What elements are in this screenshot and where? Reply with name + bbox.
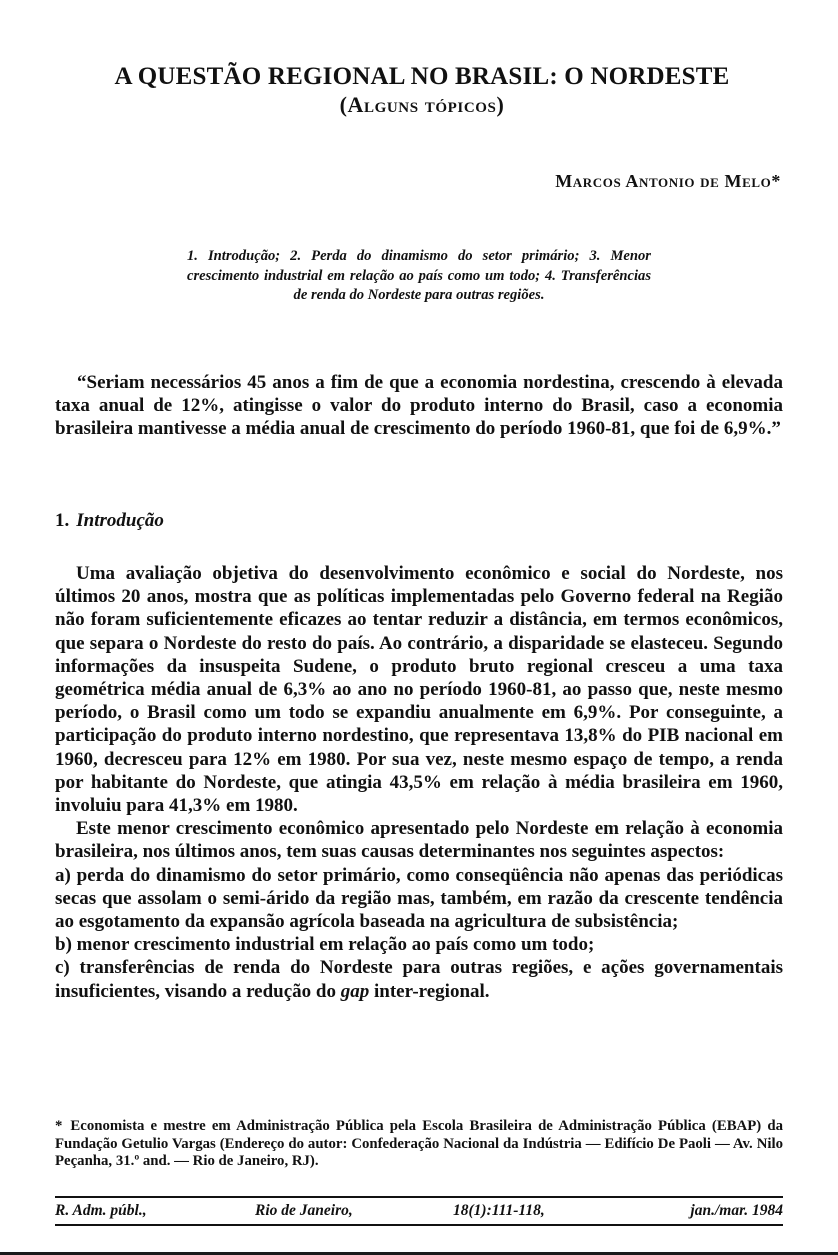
section-number: 1. [55, 510, 70, 531]
article-subtitle: (Alguns tópicos) [339, 92, 505, 117]
list-item-c [55, 956, 783, 1002]
volume-issue-pages: 18(1):111-118, [453, 1202, 545, 1219]
footer-rule-top [55, 1196, 783, 1198]
section-title: Introdução [76, 510, 164, 531]
body-text [55, 562, 783, 1003]
list-item-a: a) perda do dinamismo do setor primário, como conseqüência não apenas das periódicas secas que assolam o semi-árido da região mas, também, em razão da crescente tendência ao esgotamento da expansão agrícola baseada na agricultura de subsistência; [55, 864, 783, 933]
author-footnote [55, 1118, 783, 1171]
table-of-contents-summary: 1. Introdução; 2. Perda do dinamismo do setor primário; 3. Menor crescimento industrial em relação ao país como um todo; 4. Transferências de renda do Nordeste para outras regiões. [187, 248, 651, 303]
author-name: Marcos Antonio de Melo* [555, 171, 781, 191]
paragraph: Este menor crescimento econômico apresentado pelo Nordeste em relação à economia brasileira, nos últimos anos, tem suas causas determinantes nos seguintes aspectos: [55, 818, 783, 863]
publication-city: Rio de Janeiro, [255, 1202, 353, 1219]
footnote-text: Economista e mestre em Administração Pública pela Escola Brasileira de Administração Pública (EBAP) da Fundação Getulio Vargas (Endereço do autor: Confederação Nacional da Indústria — Edifício De Paoli — Av. Nilo Peçanha, 31.º and. — Rio de Janeiro, RJ). [55, 1118, 783, 1169]
list-item-c-text: c) transferências de renda do Nordeste para outras regiões, e ações governamentais insuficientes, visando a redução do [55, 957, 783, 1002]
emphasis-term: gap [340, 980, 370, 1002]
journal-name: R. Adm. públ., [55, 1202, 147, 1219]
list-item-b: b) menor crescimento industrial em relação ao país como um todo; [55, 934, 595, 956]
publication-date: jan./mar. 1984 [690, 1202, 783, 1219]
footnote-marker: * [55, 1118, 63, 1134]
section-heading [55, 509, 164, 533]
list-item-c-text-end: inter-regional. [369, 980, 490, 1002]
article-title: A QUESTÃO REGIONAL NO BRASIL: O NORDESTE [114, 63, 730, 90]
paragraph: Uma avaliação objetiva do desenvolvimento econômico e social do Nordeste, nos últimos 20 anos, mostra que as políticas implementadas pelo Governo federal na Região não foram suficientemente eficazes ao tentar reduzir a distância, em termos econômicos, que separa o Nordeste do resto do país. Ao contrário, a disparidade se elasteceu. Segundo informações da insuspeita Sudene, o produto bruto regional cresceu a uma taxa geométrica média anual de 6,3% ao ano no período 1960-81, ao passo que, neste mesmo período, o Brasil como um todo se expandiu anualmente em 6,9%. Por conseguinte, a participação do produto interno nordestino, que representava 13,8% do PIB nacional em 1960, decresceu para 12% em 1980. Por sua vez, neste mesmo espaço de tempo, a renda por habitante do Nordeste, que atingia 43,5% em relação à média brasileira em 1960, involuiu para 41,3% em 1980. [55, 563, 783, 817]
footer-rule-bottom [55, 1224, 783, 1226]
citation-footer [55, 1199, 783, 1223]
epigraph-quote: “Seriam necessários 45 anos a fim de que a economia nordestina, crescendo à elevada taxa anual de 12%, atingisse o valor do produto interno do Brasil, caso a economia brasileira mantivesse a média anual de crescimento do período 1960-81, que foi de 6,9%.” [55, 372, 783, 440]
